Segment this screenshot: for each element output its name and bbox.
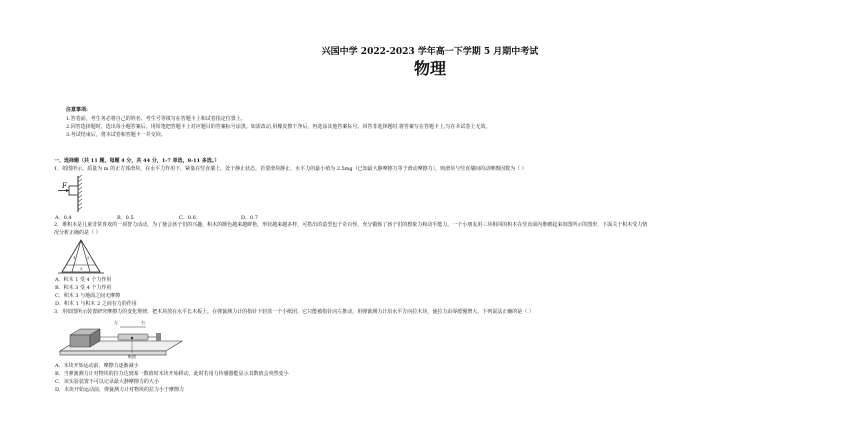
notice-item-2: 2.回答选择题时，选出每小题答案后，用铅笔把答题卡上对应题目的答案标号涂黑。如需改动,用橡皮擦干净后，再选涂其他答案标号。回答非选择题时,将答案写在答题卡上,写在本试卷上无效。 bbox=[66, 124, 491, 130]
q2-label-1: 1 bbox=[73, 255, 76, 260]
notice-item-3: 3.考试结束后，将本试卷和答题卡一并交回。 bbox=[66, 132, 166, 138]
q3-option-a: A．木块开始运动前，摩擦力逐渐减小 bbox=[55, 363, 139, 369]
q2-stem-cont: 况分析正确的是（ ） bbox=[54, 230, 101, 236]
q2-stem: 2．堆积木是儿童非常喜欢的一项智力活动，为了使会孩子们的兴趣，积木的颜色越来越鲜艳，形状越来越多样，可搭出的造型也千奇百怪，充分锻炼了孩子们的想象力和动手能力。一个小朋友用三块相同的积木在竖直面内堆砌起来如图所示的图形，下面关于积木受力情 bbox=[54, 222, 648, 228]
exam-title: 兴国中学 2022-2023 学年高一下学期 5 月期中考试 bbox=[321, 47, 539, 57]
q1-figure bbox=[56, 174, 96, 214]
q2-option-a: A．积木 1 受 4 个力作用 bbox=[55, 277, 112, 283]
q1-option-d: D．0.7 bbox=[241, 215, 258, 221]
q1-option-a: A．0.4 bbox=[55, 215, 72, 221]
q2-label-3: 3 bbox=[80, 266, 83, 271]
q2-option-b: B．积木 3 受 4 个力作用 bbox=[55, 285, 112, 291]
q1-option-b: B．0.5 bbox=[117, 215, 134, 221]
q2-option-d: D．积木 1 与积木 2 之间有力的作用 bbox=[55, 301, 137, 307]
q3-option-d: D．木块开始运动前，弹簧测力计对物块的拉力小于摩擦力 bbox=[55, 387, 185, 393]
q3-stem: 3．用如图所示装置研究摩擦力的变化规律，把木块放在水平长木板上，在弹簧测力计的指针下轻放一个小纸团，它只能被指针向左推动。用弹簧测力计沿水平方向拉木块，使拉力由零缓慢增大。下列说法正确的是（ ） bbox=[54, 309, 534, 315]
q3-option-b: B．当弹簧测力计对物块的拉力达到某一数值时木块开始移动，此时若用力传感器能显示其数值会突然变小 bbox=[55, 371, 289, 377]
q2-label-2: 2 bbox=[87, 255, 90, 260]
q3-figure bbox=[56, 317, 186, 361]
notice-item-1: 1.答卷前，考生务必将自己的姓名、考生号等填写在答题卡上和试卷指定位置上。 bbox=[66, 116, 246, 122]
q1-stem: 1．如图所示，质量为 m 的正方体滑块，在水平力作用下，紧靠在竖直墙上，处于静止状态。若要滑块静止，水平力的最小值为 2.5mg（已知最大静摩擦力等于滑动摩擦力），则滑块与竖直墙间的动摩擦因数为（ ） bbox=[54, 166, 527, 172]
q2-option-c: C．积木 3 与地面之间无摩擦 bbox=[55, 293, 121, 299]
q3-label-left: 左 bbox=[114, 320, 118, 325]
q3-label-right: 右 bbox=[141, 320, 145, 325]
q3-option-c: C．该实验装置不可以记录最大静摩擦力的大小 bbox=[55, 379, 159, 385]
q1-force-label: F bbox=[62, 182, 67, 190]
section-heading: 一、选择题（共 11 题，每题 4 分，共 44 分，1-7 单选，8-11 多选。） bbox=[54, 158, 220, 164]
notice-heading: 注意事项: bbox=[66, 107, 88, 113]
subject-title: 物理 bbox=[413, 59, 446, 78]
q3-label-paper: 纸团 bbox=[128, 354, 136, 359]
q1-option-c: C．0.6 bbox=[179, 215, 196, 221]
